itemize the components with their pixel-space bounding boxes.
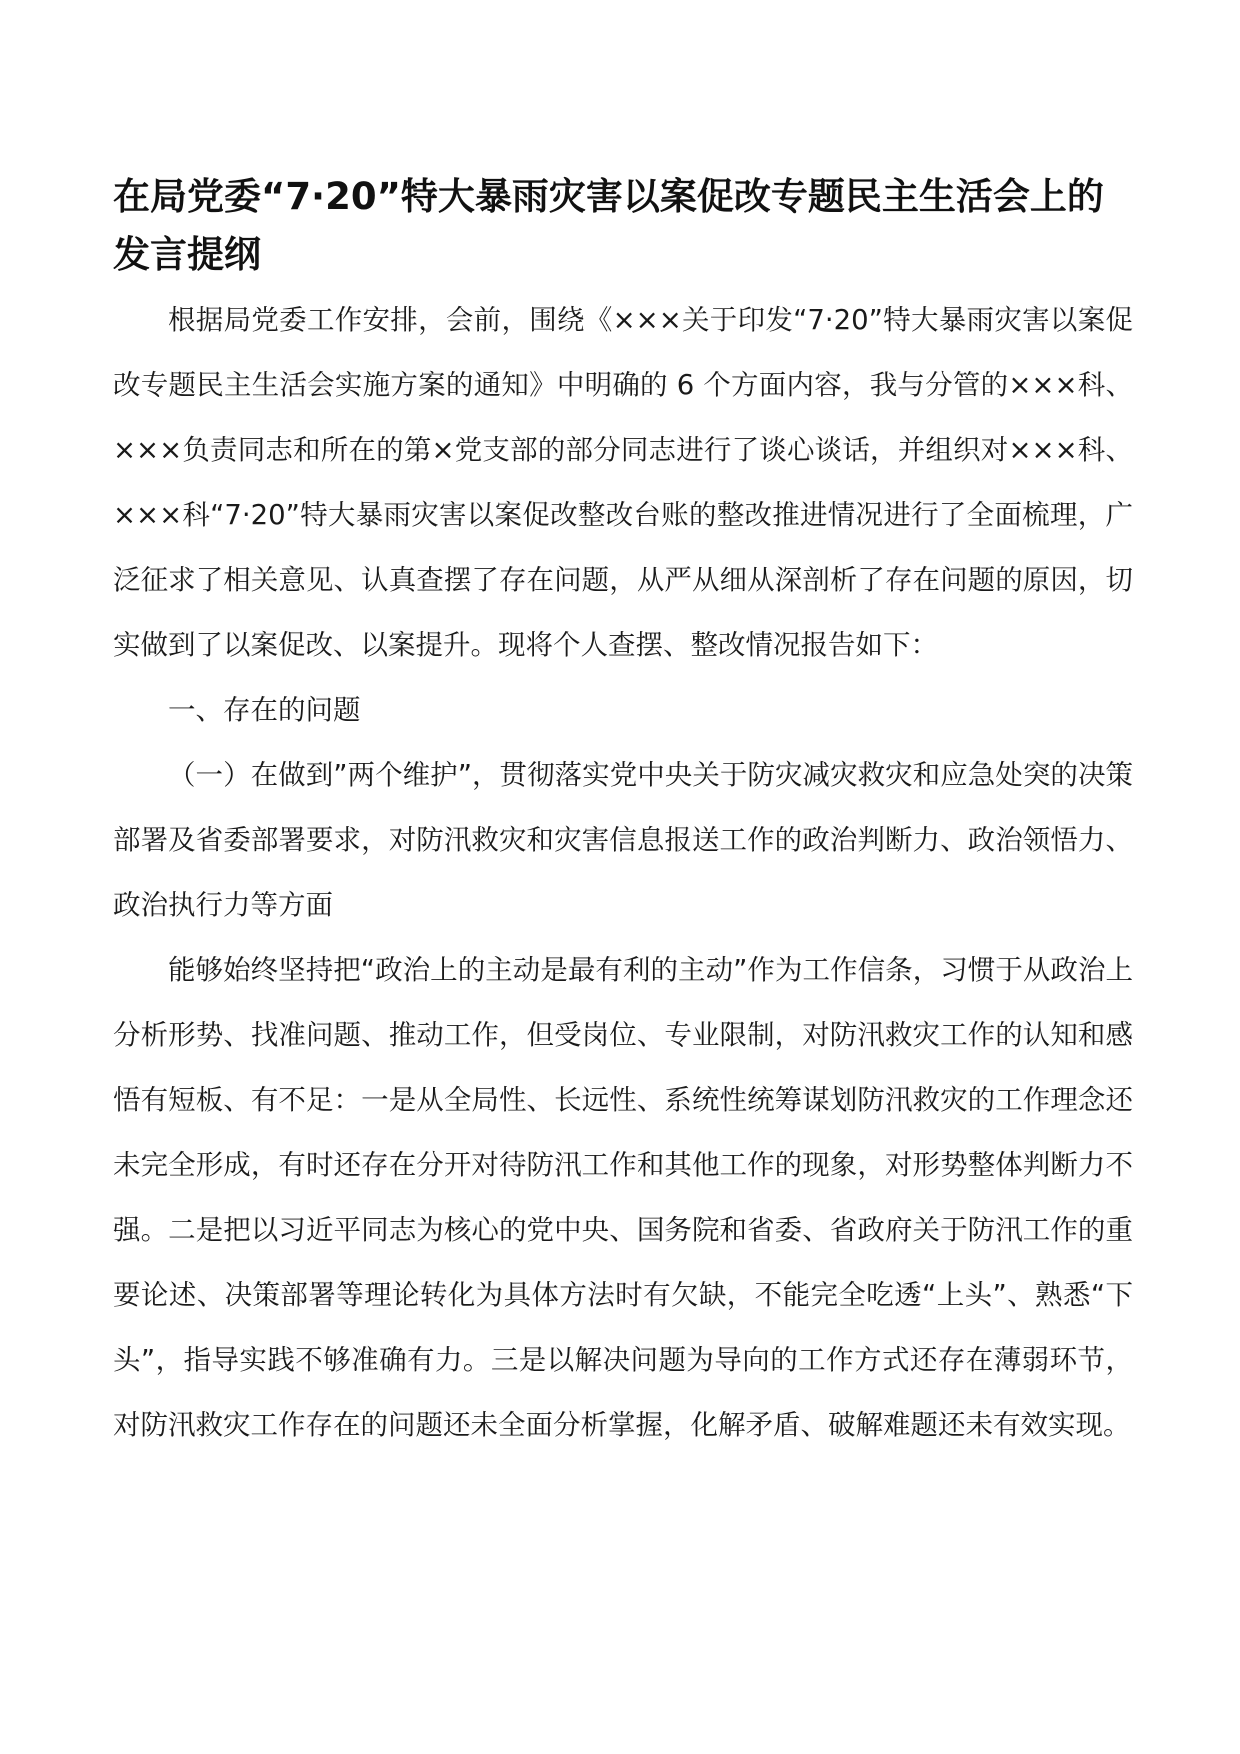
body-paragraph: 能够始终坚持把“政治上的主动是最有利的主动”作为工作信条，习惯于从政治上分析形势、找准问题、推动工作，但受岗位、专业限制，对防汛救灾工作的认知和感悟有短板、有不足：一是从全局性、长远性、系统性统筹谋划防汛救灾的工作理念还未完全形成，有时还存在分开对待防汛工作和其他工作的现象，对形势整体判断力不强。二是把以习近平同志为核心的党中央、国务院和省委、省政府关于防汛工作的重要论述、决策部署等理论转化为具体方法时有欠缺，不能完全吃透“上头”、熟悉“下头”，指导实践不够准确有力。三是以解决问题为导向的工作方式还存在薄弱环节，对防汛救灾工作存在的问题还未全面分析掌握，化解矛盾、破解难题还未有效实现。 (113, 954, 1133, 1441)
document-title: 在局党委“7·20”特大暴雨灾害以案促改专题民主生活会上的发言提纲 (113, 175, 1104, 276)
intro-paragraph: 根据局党委工作安排，会前，围绕《×××关于印发“7·20”特大暴雨灾害以案促改专题民主生活会实施方案的通知》中明确的 6 个方面内容，我与分管的×××科、×××负责同志和所在的第×党支部的部分同志进行了谈心谈话，并组织对×××科、×××科“7·20”特大暴雨灾害以案促改整改台账的整改推进情况进行了全面梳理，广泛征求了相关意见、认真查摆了存在问题，从严从细从深剖析了存在问题的原因，切实做到了以案促改、以案提升。现将个人查摆、整改情况报告如下： (113, 304, 1133, 661)
subsection-heading: （一）在做到”两个维护”，贯彻落实党中央关于防灾减灾救灾和应急处突的决策部署及省委部署要求，对防汛救灾和灾害信息报送工作的政治判断力、政治领悟力、政治执行力等方面 (113, 759, 1133, 921)
section-heading: 一、存在的问题 (168, 694, 361, 726)
document-body (113, 168, 1133, 1458)
